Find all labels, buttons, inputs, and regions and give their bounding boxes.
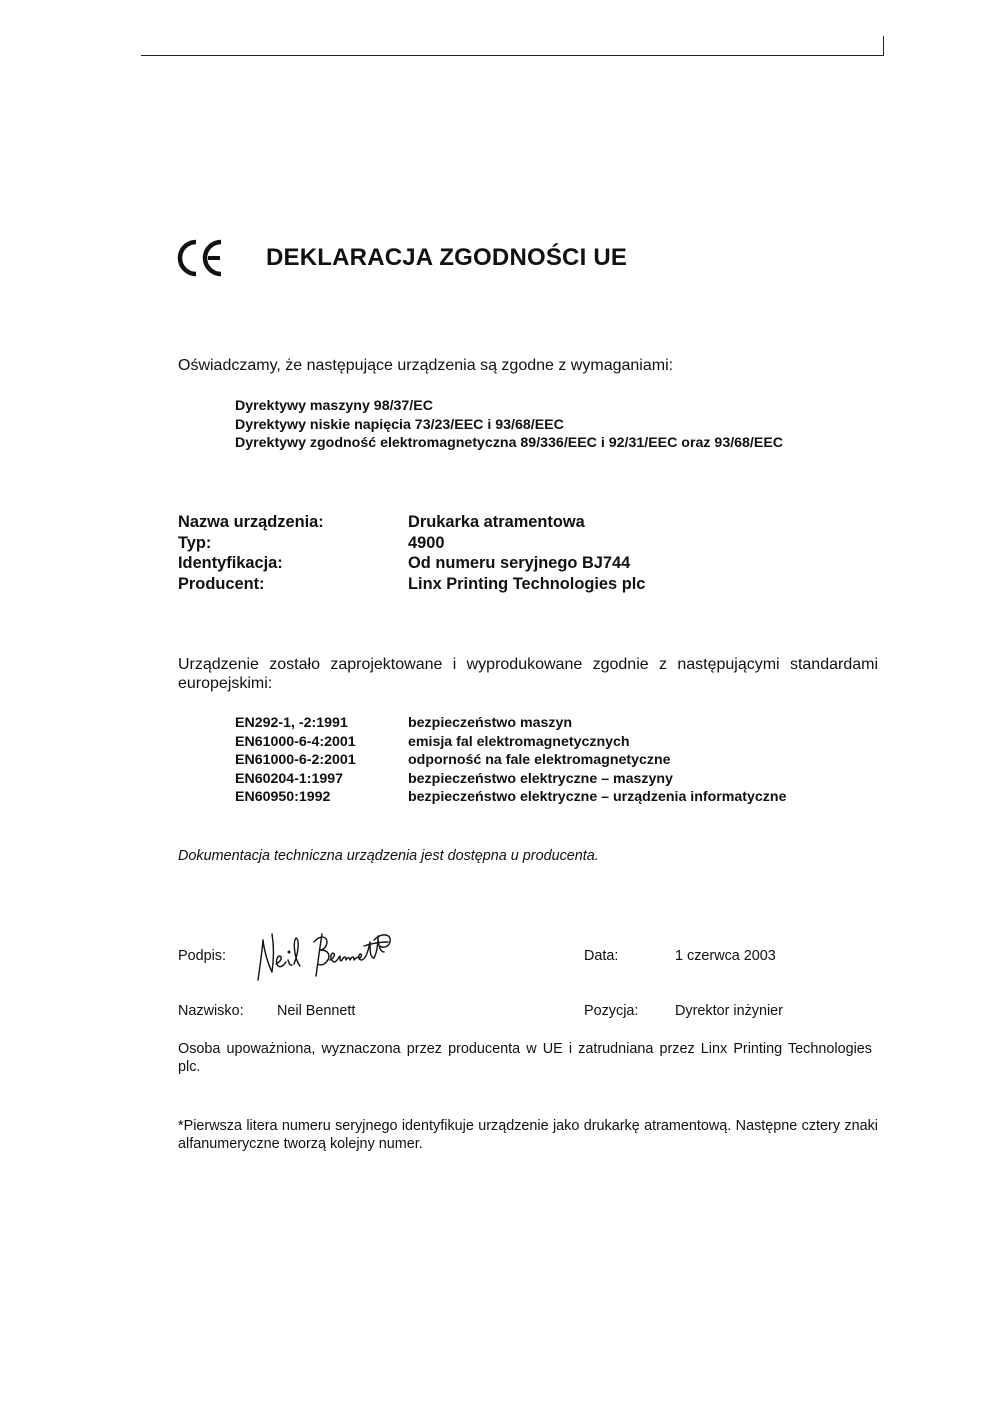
standard-code: EN292-1, -2:1991 bbox=[235, 715, 348, 731]
standard-description: bezpieczeństwo maszyn bbox=[408, 715, 572, 731]
manufacturer-row bbox=[178, 574, 645, 595]
ce-mark-logo bbox=[176, 236, 224, 280]
directive-item: Dyrektywy niskie napięcia 73/23/EEC i 93/68/EEC bbox=[235, 416, 564, 433]
device-type-value: 4900 bbox=[408, 533, 445, 552]
device-id-label: Identyfikacja: bbox=[178, 554, 283, 572]
standard-code: EN60950:1992 bbox=[235, 789, 331, 805]
standard-row bbox=[235, 751, 786, 770]
documentation-note: Dokumentacja techniczna urządzenia jest dostępna u producenta. bbox=[178, 848, 599, 864]
standard-description: bezpieczeństwo elektryczne – urządzenia informatyczne bbox=[408, 789, 787, 805]
standard-code: EN61000-6-4:2001 bbox=[235, 733, 356, 750]
name-value: Neil Bennett bbox=[277, 1003, 356, 1019]
device-id-row bbox=[178, 553, 645, 574]
signature-label: Podpis: bbox=[178, 948, 226, 964]
standard-row bbox=[235, 714, 786, 733]
header-rule-tick bbox=[883, 36, 884, 56]
standards-list bbox=[235, 714, 786, 807]
intro-text: Oświadczamy, że następujące urządzenia są zgodne z wymaganiami: bbox=[178, 357, 674, 374]
standard-row bbox=[235, 770, 786, 789]
device-name-label: Nazwa urządzenia: bbox=[178, 513, 324, 531]
directive-item: Dyrektywy zgodność elektromagnetyczna 89/336/EEC i 92/31/EEC oraz 93/68/EEC bbox=[235, 435, 784, 451]
date-label: Data: bbox=[584, 948, 619, 964]
device-name-row bbox=[178, 512, 645, 533]
standards-intro-text: Urządzenie zostało zaprojektowane i wyprodukowane zgodnie z następującymi standardami europejskimi: bbox=[178, 656, 878, 692]
position-label: Pozycja: bbox=[584, 1003, 639, 1019]
device-type-label: Typ: bbox=[178, 533, 212, 552]
device-type-row bbox=[178, 533, 645, 554]
date-value: 1 czerwca 2003 bbox=[675, 948, 776, 964]
device-id-value: Od numeru seryjnego BJ744 bbox=[408, 554, 631, 572]
standard-description: emisja fal elektromagnetycznych bbox=[408, 733, 630, 750]
header-rule bbox=[141, 55, 884, 56]
directives-list bbox=[235, 397, 783, 453]
footnote-text: *Pierwsza litera numeru seryjnego identyfikuje urządzenie jako drukarkę atramentową. Następne cztery znaki alfanumeryczne tworzą kolejny numer. bbox=[178, 1118, 878, 1152]
authorized-person-text: Osoba upoważniona, wyznaczona przez producenta w UE i zatrudniana przez Linx Printing Technologies plc. bbox=[178, 1041, 872, 1075]
device-name-value: Drukarka atramentowa bbox=[408, 513, 585, 531]
standard-row bbox=[235, 788, 786, 807]
position-value: Dyrektor inżynier bbox=[675, 1003, 783, 1019]
name-label: Nazwisko: bbox=[178, 1003, 244, 1019]
device-info-table bbox=[178, 512, 645, 594]
standard-code: EN60204-1:1997 bbox=[235, 770, 344, 787]
manufacturer-value: Linx Printing Technologies plc bbox=[408, 574, 646, 593]
directive-item: Dyrektywy maszyny 98/37/EC bbox=[235, 398, 433, 414]
standard-row bbox=[235, 733, 786, 752]
standard-description: odporność na fale elektromagnetyczne bbox=[408, 752, 671, 768]
page-title: DEKLARACJA ZGODNOŚCI UE bbox=[266, 244, 628, 271]
manufacturer-label: Producent: bbox=[178, 574, 265, 593]
standard-code: EN61000-6-2:2001 bbox=[235, 752, 356, 768]
handwritten-signature bbox=[250, 918, 400, 988]
standard-description: bezpieczeństwo elektryczne – maszyny bbox=[408, 770, 673, 787]
